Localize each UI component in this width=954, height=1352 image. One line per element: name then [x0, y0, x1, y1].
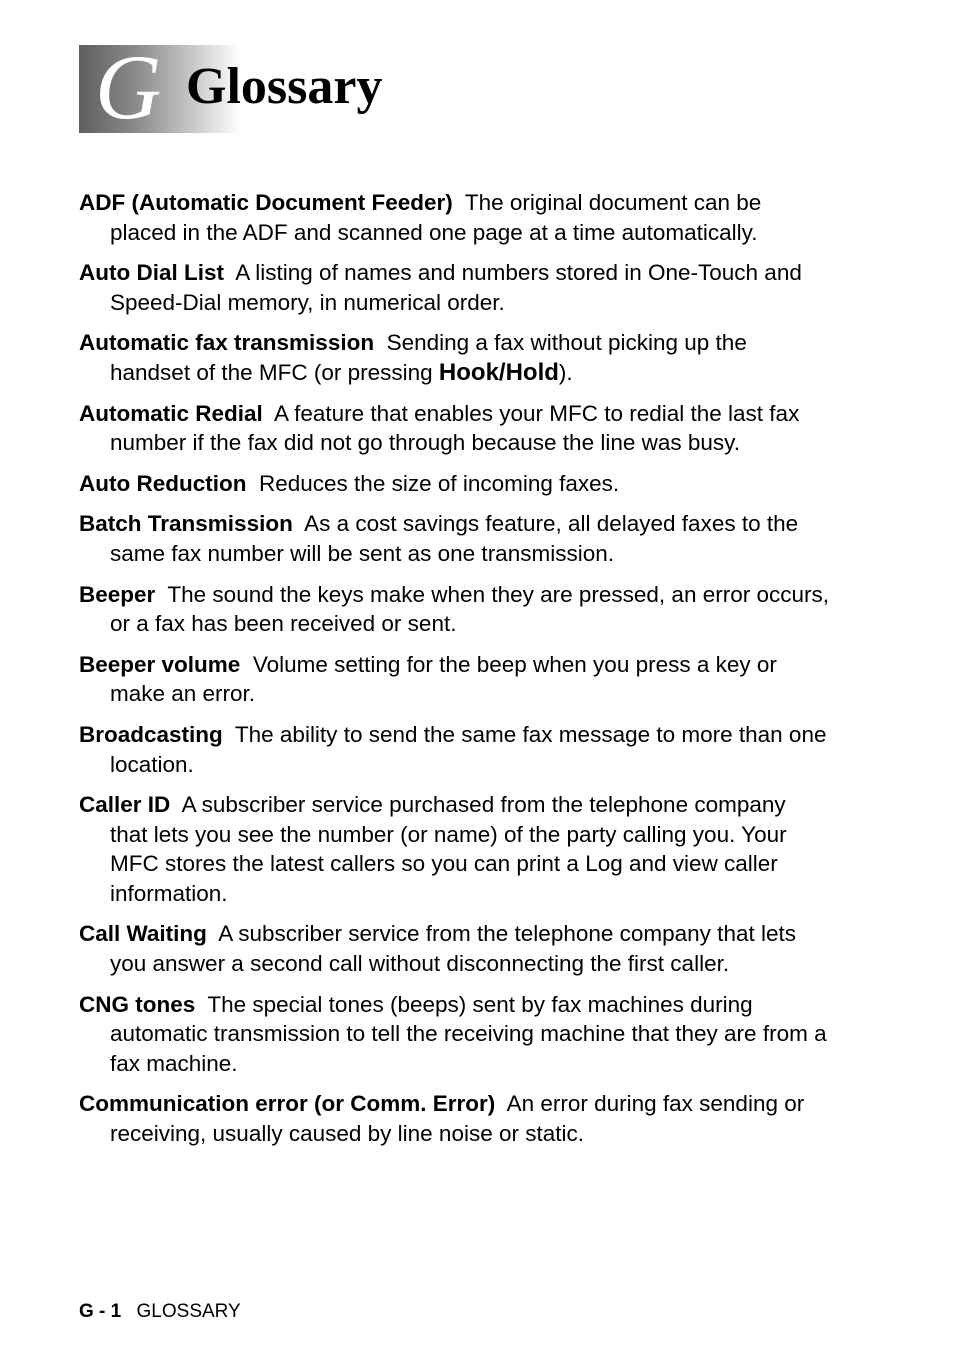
glossary-entry-automatic-fax-transmission [79, 328, 829, 387]
glossary-term: Call Waiting [79, 921, 207, 947]
glossary-entry-beeper [79, 580, 829, 639]
glossary-definition: Sending a fax without picking up the handset of the MFC (or pressing [110, 330, 747, 385]
glossary-term: Auto Reduction [79, 470, 247, 496]
glossary-term: Batch Transmission [79, 511, 293, 537]
chapter-letter: G [95, 36, 162, 138]
glossary-definition: The original document can be placed in the ADF and scanned one page at a time automatically. [110, 190, 762, 245]
glossary-term: ADF (Automatic Document Feeder) [79, 190, 453, 215]
glossary-definition-end: ). [558, 359, 573, 385]
glossary-definition: A listing of names and numbers stored in One-Touch and Speed-Dial memory, in numerical order. [110, 260, 802, 315]
page-title: Glossary [186, 58, 383, 115]
glossary-term: Automatic Redial [79, 400, 263, 426]
glossary-term: Automatic fax transmission [79, 330, 375, 356]
glossary-term: Caller ID [79, 792, 171, 818]
chapter-header [79, 36, 679, 138]
page-number: G - 1 [79, 1301, 122, 1322]
glossary-entry-beeper-volume [79, 650, 829, 709]
glossary-definition: A subscriber service purchased from the telephone company that lets you see the number (or name) of the party calling you. Your MFC stores the latest callers so you can print a Log and view caller information. [110, 792, 787, 906]
glossary-entry-automatic-redial [79, 399, 829, 458]
glossary-entry-cng-tones [79, 990, 829, 1079]
glossary-definition: The ability to send the same fax message to more than one location. [110, 721, 827, 777]
glossary-term: Beeper [79, 581, 156, 607]
glossary-entry-caller-id [79, 790, 829, 908]
glossary-definition: A feature that enables your MFC to redial the last fax number if the fax did not go through because the line was busy. [110, 400, 800, 456]
glossary-definition: An error during fax sending or receiving, usually caused by line noise or static. [110, 1091, 805, 1147]
glossary-term: Communication error (or Comm. Error) [79, 1091, 496, 1117]
glossary-term: Auto Dial List [79, 260, 224, 286]
glossary-entry-communication-error [79, 1089, 829, 1148]
glossary-entry-adf [79, 188, 829, 247]
glossary-entry-call-waiting [79, 919, 829, 978]
glossary-definition: Volume setting for the beep when you press a key or make an error. [110, 651, 777, 707]
glossary-term: CNG tones [79, 991, 196, 1017]
glossary-term: Broadcasting [79, 721, 223, 747]
glossary-definition: Reduces the size of incoming faxes. [259, 470, 620, 496]
glossary-list [79, 188, 829, 1160]
glossary-entry-auto-reduction [79, 469, 829, 499]
glossary-entry-auto-dial-list [79, 258, 829, 317]
glossary-term: Beeper volume [79, 651, 241, 677]
glossary-definition: A subscriber service from the telephone company that lets you answer a second call without disconnecting the first caller. [110, 921, 796, 977]
page-footer [79, 1301, 241, 1323]
glossary-definition: The sound the keys make when they are pressed, an error occurs, or a fax has been received or sent. [110, 581, 829, 637]
glossary-definition: As a cost savings feature, all delayed faxes to the same fax number will be sent as one transmission. [110, 511, 799, 566]
footer-section: GLOSSARY [136, 1301, 241, 1322]
glossary-definition: The special tones (beeps) sent by fax machines during automatic transmission to tell the receiving machine that they are from a fax machine. [110, 991, 827, 1076]
hook-hold-key-label: Hook/Hold [438, 358, 559, 386]
glossary-entry-broadcasting [79, 720, 829, 779]
glossary-entry-batch-transmission [79, 509, 829, 568]
